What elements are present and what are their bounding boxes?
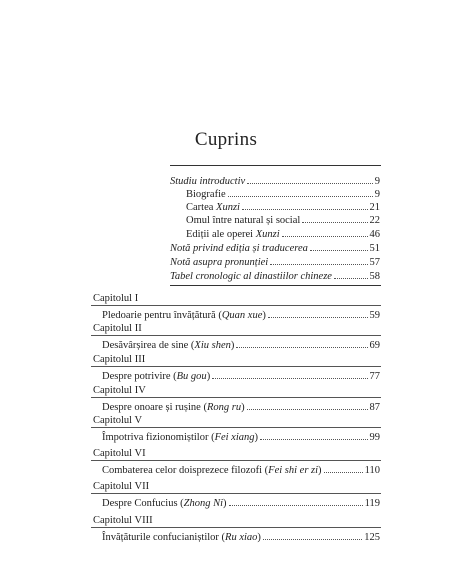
entry-title: Despre Confucius (Zhong Ni) [102, 498, 227, 509]
dot-leader [268, 307, 368, 318]
toc-entry[interactable] [170, 173, 380, 187]
entry-title: Notă asupra pronunției [170, 257, 269, 268]
chapter-rule [91, 366, 381, 367]
page-number: 110 [364, 465, 380, 476]
page-number: 22 [369, 215, 380, 226]
dot-leader [228, 186, 373, 197]
page-number: 87 [369, 402, 380, 413]
toc-entry[interactable] [170, 240, 380, 254]
chapter-entry[interactable] [102, 337, 380, 351]
chapter-rule [91, 397, 381, 398]
chapter-label: Capitolul IV [93, 385, 146, 396]
page-number: 9 [374, 176, 380, 187]
dot-leader [260, 429, 367, 440]
entry-title: Despre onoare și rușine (Rong ru) [102, 402, 245, 413]
chapter-rule [91, 527, 381, 528]
page-number: 57 [369, 257, 380, 268]
dot-leader [310, 240, 368, 251]
dot-leader [302, 212, 367, 223]
chapter-label: Capitolul VI [93, 448, 146, 459]
chapter-entry[interactable] [102, 529, 380, 543]
page-number: 59 [369, 310, 380, 321]
page-number: 119 [364, 498, 380, 509]
chapter-rule [91, 305, 381, 306]
page-number: 46 [369, 229, 380, 240]
dot-leader [242, 199, 368, 210]
dot-leader [334, 268, 368, 279]
chapter-entry[interactable] [102, 307, 380, 321]
entry-title: Despre potrivire (Bu gou) [102, 371, 211, 382]
chapter-label: Capitolul III [93, 354, 146, 365]
entry-title: Combaterea celor doisprezece filozofi (Fei shi er zi) [102, 465, 322, 476]
chapter-label: Capitolul II [93, 323, 142, 334]
entry-title: Omul între natural și social [186, 215, 301, 226]
chapter-label: Capitolul V [93, 415, 143, 426]
dot-leader [247, 173, 373, 184]
entry-title: Studiu introductiv [170, 176, 246, 187]
entry-title: Cartea Xunzi [186, 202, 240, 213]
toc-entry[interactable] [170, 268, 380, 282]
toc-subentry[interactable] [186, 199, 380, 213]
entry-title: Pledoarie pentru învățătură (Quan xue) [102, 310, 266, 321]
dot-leader [270, 254, 367, 265]
entry-title: Tabel cronologic al dinastiilor chineze [170, 271, 332, 282]
chapter-rule [91, 335, 381, 336]
dot-leader [236, 337, 367, 348]
toc-subentry[interactable] [186, 226, 380, 240]
entry-title: Împotriva fizionomiștilor (Fei xiang) [102, 432, 259, 443]
chapter-rule [91, 427, 381, 428]
dot-leader [247, 399, 368, 410]
entry-title: Învățăturile confucianiștilor (Ru xiao) [102, 532, 261, 543]
dot-leader [263, 529, 362, 540]
chapter-label: Capitolul I [93, 293, 139, 304]
page-number: 58 [369, 271, 380, 282]
chapter-entry[interactable] [102, 462, 380, 476]
toc-subentry[interactable] [186, 212, 380, 226]
toc-entry[interactable] [170, 254, 380, 268]
entry-title: Notă privind ediția și traducerea [170, 243, 308, 254]
page-number: 125 [364, 532, 380, 543]
chapter-entry[interactable] [102, 399, 380, 413]
chapter-rule [91, 460, 381, 461]
dot-leader [212, 368, 367, 379]
entry-title: Ediții ale operei Xunzi [186, 229, 280, 240]
toc-subentry[interactable] [186, 186, 380, 200]
dot-leader [282, 226, 368, 237]
chapter-entry[interactable] [102, 495, 380, 509]
top-rule [170, 165, 381, 166]
chapter-entry[interactable] [102, 429, 380, 443]
dot-leader [324, 462, 363, 473]
entry-title: Desăvârșirea de sine (Xiu shen) [102, 340, 235, 351]
page-number: 77 [369, 371, 380, 382]
page-number: 9 [374, 189, 380, 200]
page-title: Cuprins [194, 129, 258, 150]
page-number: 21 [369, 202, 380, 213]
section-rule [170, 285, 381, 286]
chapter-label: Capitolul VII [93, 481, 150, 492]
chapter-label: Capitolul VIII [93, 515, 153, 526]
dot-leader [229, 495, 363, 506]
entry-title: Biografie [186, 189, 226, 200]
chapter-entry[interactable] [102, 368, 380, 382]
page-number: 51 [369, 243, 380, 254]
page-number: 99 [369, 432, 380, 443]
chapter-rule [91, 493, 381, 494]
page-number: 69 [369, 340, 380, 351]
